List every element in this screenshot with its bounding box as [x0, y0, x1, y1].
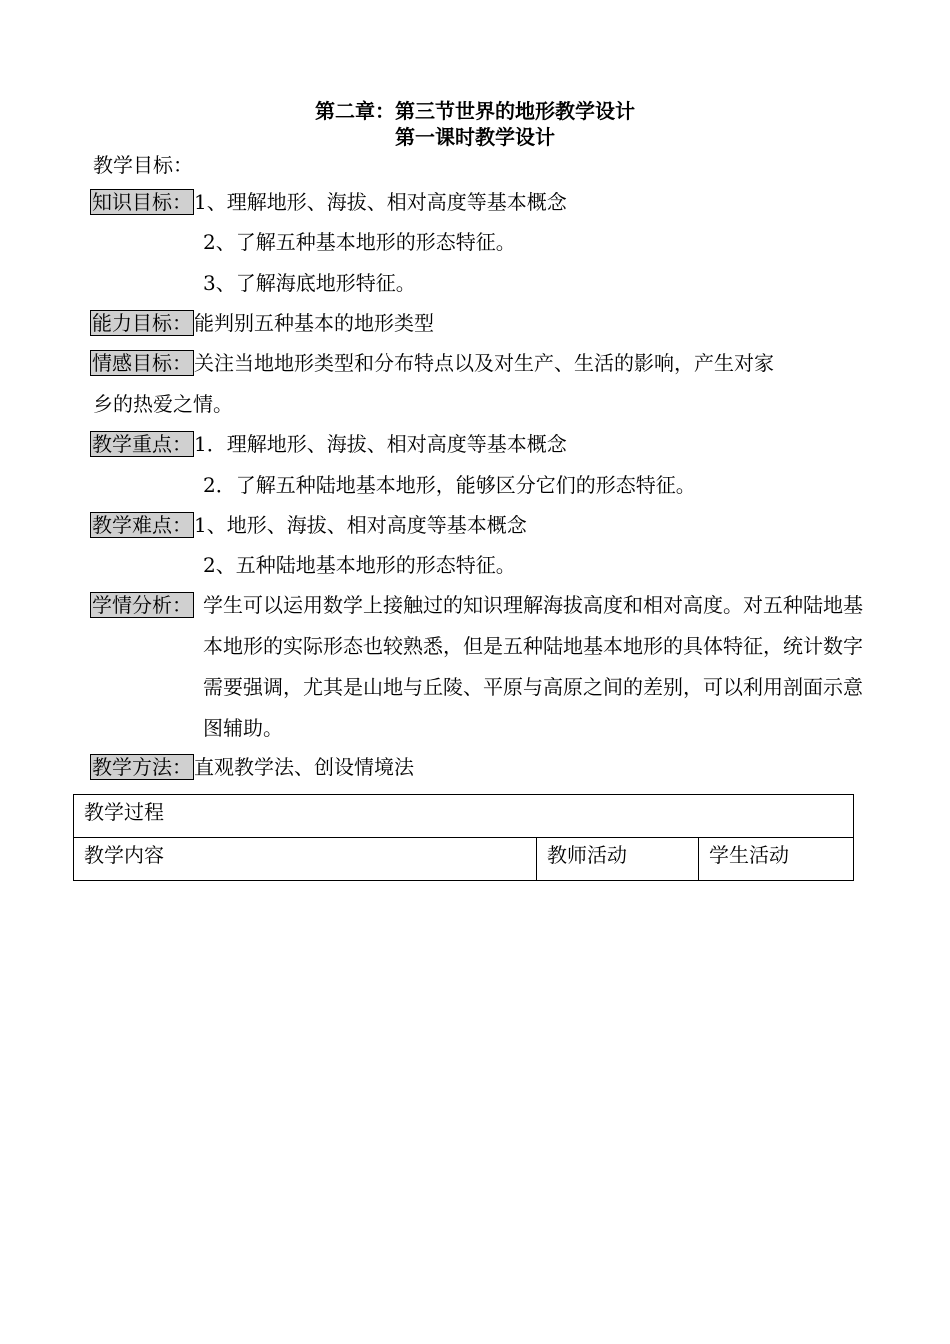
teaching-process-table	[73, 794, 854, 881]
emotion-text-line2: 乡的热爱之情。	[93, 392, 233, 416]
document-subtitle: 第一课时教学设计	[395, 125, 555, 149]
difficulties-label: 教学难点：	[92, 513, 192, 537]
key-point-1: 1．理解地形、海拔、相对高度等基本概念	[194, 432, 567, 456]
student-column-header: 学生活动	[699, 838, 854, 881]
difficulties-row	[90, 512, 527, 538]
key-points-row	[90, 431, 567, 457]
table-row	[74, 838, 854, 881]
key-point-2: 2．了解五种陆地基本地形，能够区分它们的形态特征。	[203, 473, 696, 497]
teacher-column-header: 教师活动	[537, 838, 699, 881]
ability-label: 能力目标：	[92, 311, 192, 335]
method-text: 直观教学法、创设情境法	[194, 755, 414, 779]
emotion-label: 情感目标：	[92, 351, 192, 375]
analysis-label: 学情分析：	[92, 593, 192, 617]
knowledge-item-1: 1、理解地形、海拔、相对高度等基本概念	[194, 190, 567, 214]
process-header-cell: 教学过程	[74, 795, 854, 838]
emotion-text-line1: 关注当地地形类型和分布特点以及对生产、生活的影响，产生对家	[194, 351, 774, 375]
content-column-header: 教学内容	[74, 838, 537, 881]
knowledge-item-2: 2、了解五种基本地形的形态特征。	[203, 230, 516, 254]
ability-text: 能判别五种基本的地形类型	[194, 311, 434, 335]
knowledge-row	[90, 189, 567, 215]
difficulty-1: 1、地形、海拔、相对高度等基本概念	[194, 513, 527, 537]
document-title: 第二章：第三节世界的地形教学设计	[315, 99, 635, 123]
objectives-heading: 教学目标：	[93, 153, 193, 177]
knowledge-item-3: 3、了解海底地形特征。	[203, 271, 416, 295]
table-header-row	[74, 795, 854, 838]
method-label: 教学方法：	[92, 755, 192, 779]
ability-row	[90, 310, 434, 336]
analysis-text: 学生可以运用数学上接触过的知识理解海拔高度和相对高度。对五种陆地基本地形的实际形态也较熟悉，但是五种陆地基本地形的具体特征，统计数字需要强调，尤其是山地与丘陵、平原与高原之间的差别，可以利用剖面示意图辅助。	[203, 593, 863, 740]
difficulty-2: 2、五种陆地基本地形的形态特征。	[203, 553, 516, 577]
method-row	[90, 754, 414, 780]
key-points-label: 教学重点：	[92, 432, 192, 456]
analysis-label-row	[90, 592, 194, 618]
emotion-row	[90, 350, 774, 376]
knowledge-label: 知识目标：	[92, 190, 192, 214]
